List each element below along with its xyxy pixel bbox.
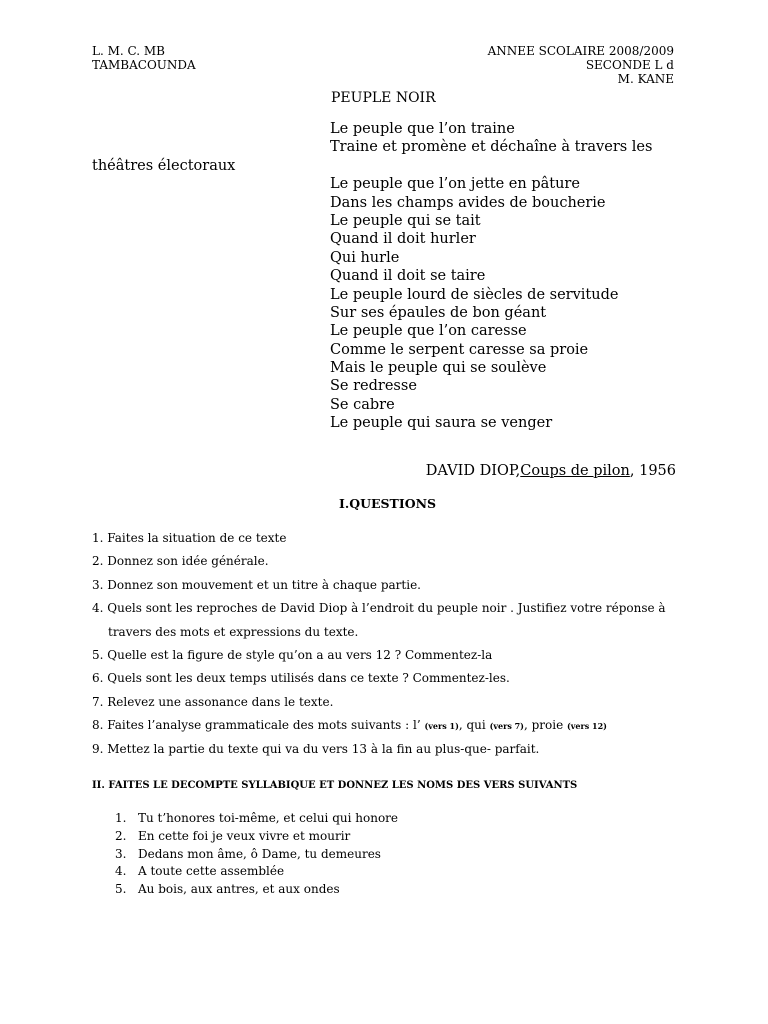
poem-line: Le peuple lourd de siècles de servitude bbox=[330, 286, 619, 303]
author-name: DAVID DIOP, bbox=[425, 463, 521, 479]
poem-line: Le peuple que l’on traine bbox=[330, 121, 515, 137]
poem-line: Quand il doit hurler bbox=[330, 231, 476, 248]
question-item: 7. Relevez une assonance dans le texte. bbox=[92, 694, 334, 709]
class-header bbox=[488, 44, 674, 86]
verse-number: 3. bbox=[115, 846, 127, 861]
section-2-title: II. FAITES LE DECOMPTE SYLLABIQUE ET DONNEZ LES NOMS DES VERS SUIVANTS bbox=[92, 780, 578, 791]
poem-line-gap bbox=[330, 157, 652, 175]
q8-ref-1: (vers 1) bbox=[424, 721, 459, 732]
poem-line: Le peuple qui saura se venger bbox=[330, 415, 553, 432]
verse-item bbox=[115, 846, 398, 864]
teacher-name: M. KANE bbox=[617, 72, 674, 86]
poem-line: Sur ses épaules de bon géant bbox=[330, 304, 547, 321]
q8-prefix: 8. Faites l’analyse grammaticale des mots suivants : l’ bbox=[92, 718, 425, 733]
work-title: Coups de pilon bbox=[520, 463, 630, 479]
poem-line: Comme le serpent caresse sa proie bbox=[330, 341, 589, 358]
question-item: 9. Mettez la partie du texte qui va du vers 13 à la fin au plus-que- parfait. bbox=[92, 741, 540, 756]
verse-list bbox=[115, 810, 398, 899]
school-city: TAMBACOUNDA bbox=[92, 58, 196, 72]
verse-number: 5. bbox=[115, 882, 127, 897]
questions-list bbox=[92, 527, 666, 761]
verse-item bbox=[115, 810, 398, 828]
poem-line: Le peuple que l’on caresse bbox=[330, 323, 527, 340]
question-item: 1. Faites la situation de ce texte bbox=[92, 531, 287, 545]
q8-ref-2: (vers 7) bbox=[489, 721, 524, 732]
verse-item bbox=[115, 863, 398, 881]
school-header bbox=[92, 44, 196, 72]
q8-mid-2: , proie bbox=[523, 718, 567, 733]
poem-line: Traine et promène et déchaîne à travers les bbox=[330, 139, 653, 156]
poem-line: Se redresse bbox=[330, 378, 417, 395]
poem-line: Se cabre bbox=[330, 396, 395, 413]
poem-line-continuation: théâtres électoraux bbox=[92, 158, 236, 174]
poem-attribution bbox=[426, 463, 676, 479]
question-item: 2. Donnez son idée générale. bbox=[92, 554, 269, 569]
school-year: ANNEE SCOLAIRE 2008/2009 bbox=[487, 44, 674, 58]
verse-text: Dedans mon âme, ô Dame, tu demeures bbox=[138, 846, 381, 861]
poem-title: PEUPLE NOIR bbox=[331, 90, 436, 106]
verse-text: En cette foi je veux vivre et mourir bbox=[138, 828, 351, 843]
poem-line: Quand il doit se taire bbox=[330, 268, 486, 285]
publication-year: , 1956 bbox=[629, 463, 676, 479]
class-name: SECONDE L d bbox=[585, 58, 674, 72]
question-item-8 bbox=[92, 714, 666, 737]
poem-line: Le peuple qui se tait bbox=[330, 212, 481, 229]
poem-line: Dans les champs avides de boucherie bbox=[330, 194, 606, 211]
verse-text: A toute cette assemblée bbox=[138, 864, 285, 879]
poem-line: Le peuple que l’on jette en pâture bbox=[330, 176, 580, 193]
verse-item bbox=[115, 881, 398, 899]
verse-text: Au bois, aux antres, et aux ondes bbox=[138, 882, 340, 897]
school-name: L. M. C. MB bbox=[92, 44, 166, 58]
verse-item bbox=[115, 828, 398, 846]
questions-title: I.QUESTIONS bbox=[339, 496, 437, 511]
verse-number: 2. bbox=[115, 828, 127, 843]
question-item: 5. Quelle est la figure de style qu’on a au vers 12 ? Commentez-la bbox=[92, 647, 493, 662]
poem-line: Qui hurle bbox=[330, 249, 400, 266]
verse-number: 1. bbox=[115, 811, 127, 825]
verse-number: 4. bbox=[115, 864, 127, 879]
q8-ref-3: (vers 12) bbox=[567, 721, 607, 732]
q8-mid-1: , qui bbox=[458, 718, 490, 733]
poem-line: Mais le peuple qui se soulève bbox=[330, 360, 547, 377]
question-item: 4. Quels sont les reproches de David Diop à l’endroit du peuple noir . Justifiez votre réponse à bbox=[92, 601, 666, 616]
poem-body bbox=[330, 120, 652, 433]
question-item: 3. Donnez son mouvement et un titre à chaque partie. bbox=[92, 577, 421, 592]
verse-text: Tu t’honores toi-même, et celui qui honore bbox=[138, 811, 399, 825]
question-item-continuation: travers des mots et expressions du texte. bbox=[108, 624, 359, 639]
question-item: 6. Quels sont les deux temps utilisés dans ce texte ? Commentez-les. bbox=[92, 671, 510, 686]
